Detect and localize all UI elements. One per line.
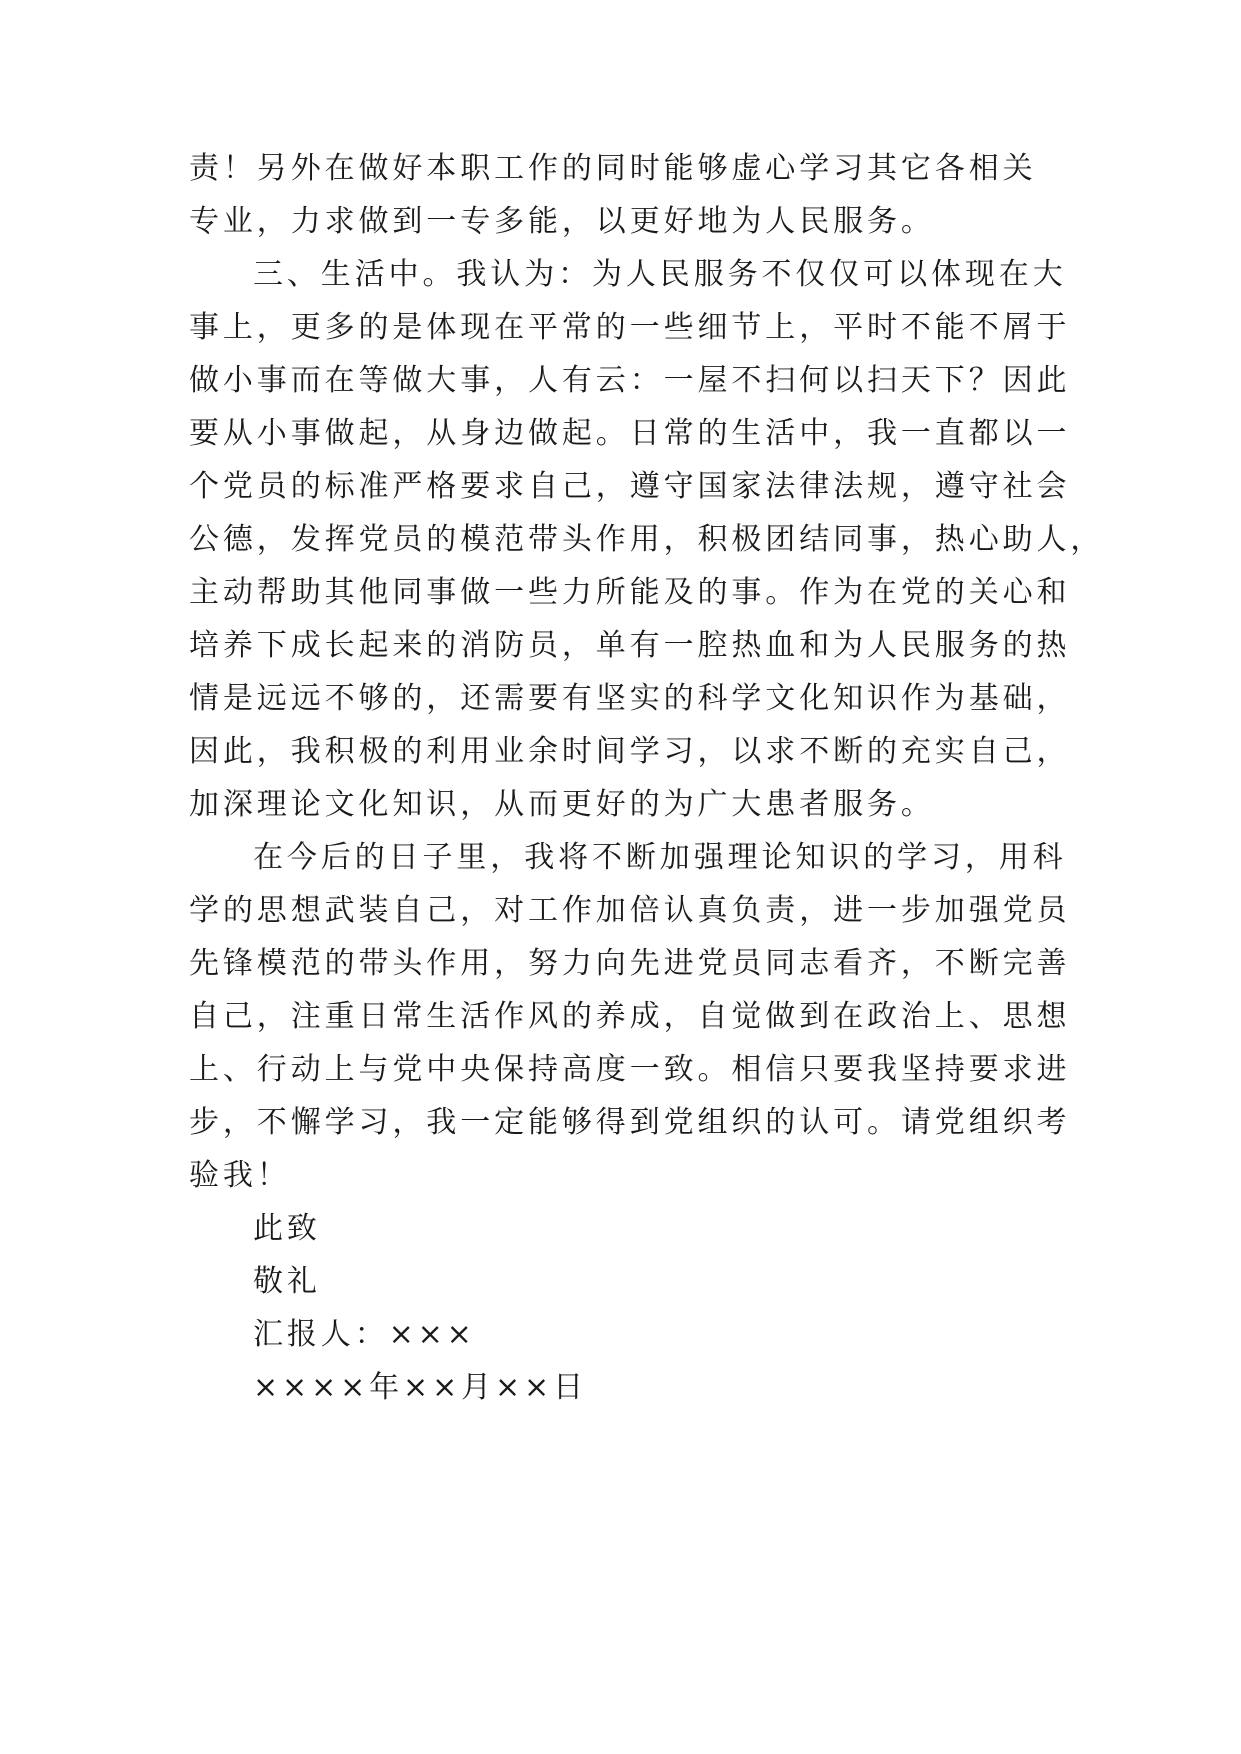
text-line: 加深理论文化知识，从而更好的为广大患者服务。 [189,787,935,822]
closing-salutation: 此致 [253,1211,321,1246]
paragraph-start: 三、生活中。我认为：为人民服务不仅仅可以体现在大 [253,257,1067,292]
text-line: 自己，注重日常生活作风的养成，自觉做到在政治上、思想 [189,999,1071,1034]
text-line: 培养下成长起来的消防员，单有一腔热血和为人民服务的热 [189,628,1071,663]
text-line: 事上，更多的是体现在平常的一些细节上，平时不能不屑于 [189,310,1071,345]
text-line: 主动帮助其他同事做一些力所能及的事。作为在党的关心和 [189,575,1071,610]
text-line: 个党员的标准严格要求自己，遵守国家法律法规，遵守社会 [189,469,1071,504]
text-line: 做小事而在等做大事，人有云：一屋不扫何以扫天下？因此 [189,363,1071,398]
closing-regards: 敬礼 [253,1264,321,1299]
text-line: 上、行动上与党中央保持高度一致。相信只要我坚持要求进 [189,1052,1071,1087]
reporter-signature: 汇报人：××× [253,1317,476,1352]
text-line: 先锋模范的带头作用，努力向先进党员同志看齐，不断完善 [189,946,1071,981]
text-line: 责！另外在做好本职工作的同时能够虚心学习其它各相关 [189,151,1037,186]
text-line: 验我！ [189,1158,291,1193]
text-line: 公德，发挥党员的模范带头作用，积极团结同事，热心助人， [189,522,1105,557]
text-line: 学的思想武装自己，对工作加倍认真负责，进一步加强党员 [189,893,1071,928]
text-line: 专业，力求做到一专多能，以更好地为人民服务。 [189,204,935,239]
text-line: 步，不懈学习，我一定能够得到党组织的认可。请党组织考 [189,1105,1071,1140]
report-date: ××××年××月××日 [253,1370,587,1405]
paragraph-start: 在今后的日子里，我将不断加强理论知识的学习，用科 [253,840,1067,875]
text-line: 要从小事做起，从身边做起。日常的生活中，我一直都以一 [189,416,1071,451]
text-line: 因此，我积极的利用业余时间学习，以求不断的充实自己， [189,734,1071,769]
text-line: 情是远远不够的，还需要有坚实的科学文化知识作为基础， [189,681,1071,716]
